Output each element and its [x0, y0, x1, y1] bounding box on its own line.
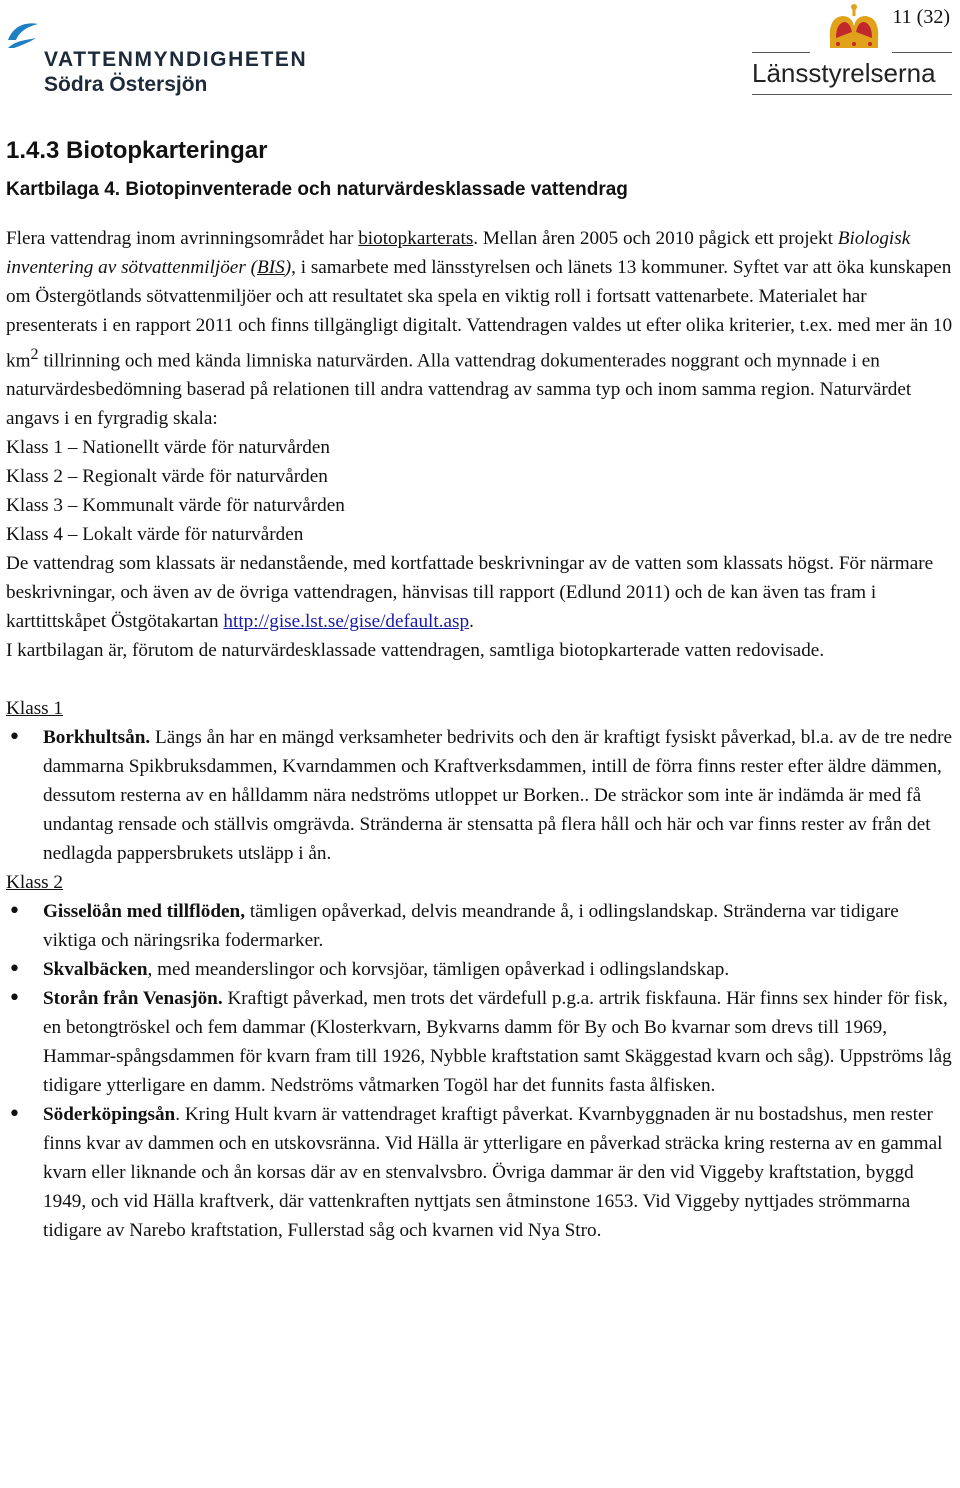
page-header [0, 0, 960, 110]
logo-rule-left [752, 52, 810, 53]
bis-abbreviation: BIS [256, 257, 285, 278]
scale-item: Klass 2 – Regionalt värde för naturvården [6, 466, 328, 488]
list-item [6, 955, 956, 984]
district-name: Södra Östersjön [44, 73, 208, 96]
river-name: Storån från Venasjön. [43, 988, 223, 1010]
list-item [6, 723, 956, 868]
klass2-heading: Klass 2 [6, 872, 64, 894]
list-item [6, 897, 956, 955]
intro-paragraph [6, 224, 956, 665]
river-name: Söderköpingsån [43, 1104, 176, 1126]
kartbilaga-paragraph: I kartbilagan är, förutom de naturvärdesklassade vattendragen, samtliga biotopkarterade vatten redovisade. [6, 640, 825, 662]
wave-logo-icon [6, 18, 40, 52]
vattenmyndigheten-name: VATTENMYNDIGHETEN [44, 48, 308, 71]
section-title: 1.4.3 Biotopkarteringar [6, 137, 268, 164]
scale-item: Klass 4 – Lokalt värde för naturvården [6, 524, 304, 546]
biotopkarterats-link[interactable]: biotopkarterats [358, 228, 474, 249]
list-item [6, 1100, 956, 1245]
intro-text-a: Flera vattendrag inom avrinningsområdet har [6, 228, 359, 249]
river-description: . Kring Hult kvarn är vattendraget kraftigt påverkat. Kvarnbyggnaden är nu bostadshus, men rester finns kvar av dammen och en utskovsränna. Vid Hälla är ytterligare en påverkad sträcka kring resterna av en gammal kvarn eller liknande och ån korsas där av en stenvalvsbro. Övriga dammar är den vid Viggeby kraftstation, byggd 1949, och vid Hälla kraftverk, där vattenkraften nyttjats sen åtminstone 1653. Vid Viggeby nyttjades strömmarna tidigare av Narebo kraftstation, Fullerstad såg och kvarnen vid Nya Stro. [43, 1104, 943, 1242]
page-number: 11 (32) [892, 6, 950, 28]
classified-text: De vattendrag som klassats är nedanstående, med kortfattade beskrivningar av de vatten som klassats högst. För närmare beskrivningar, och även av de övriga vattendragen, hänvisas till rapport (Edlund 2011) och de kan även tas fram i karttittskåpet Östgötakartan [6, 553, 934, 633]
classified-text-end: . [469, 611, 474, 633]
bis-project-name: Biologisk inventering av sötvattenmiljöer ( [6, 228, 911, 278]
intro-text-b: . Mellan åren 2005 och 2010 pågick ett projekt [473, 228, 838, 249]
river-description: Längs ån har en mängd verksamheter bedrivits och den är kraftigt fysiskt påverkad, bl.a. av de tre nedre dammarna Spikbruksdammen, Kvarndammen och Kraftverksdammen, intill de förra finns rester efter äldre dämmen, dessutom resterna av en hålldamm nära nedströms utloppet ur Borken.. De sträckor som inte är indämda är med få undantag rensade och ställvis omgrävda. Stränderna är stensatta på flera håll och här och var finns rester av från det nedlagda pappersbrukets utsläpp i ån. [43, 727, 953, 865]
logo-rule-bottom [752, 94, 952, 95]
document-body [6, 134, 956, 1245]
km-superscript: 2 [30, 346, 39, 363]
section-subtitle: Kartbilaga 4. Biotopinventerade och naturvärdesklassade vattendrag [6, 179, 628, 200]
river-description: , med meanderslingor och korvsjöar, tämligen opåverkad i odlingslandskap. [147, 959, 730, 981]
bis-paren-close: ) [284, 257, 292, 278]
logo-rule-right [892, 52, 952, 53]
scale-item: Klass 3 – Kommunalt värde för naturvården [6, 495, 345, 517]
intro-text-d: tillrinning och med kända limniska naturvärden. Alla vattendrag dokumenterades noggrant och mynnade i en naturvärdesbedömning baserad på relationen till andra vattendrag av samma typ och inom samma region. Naturvärdet angavs i en fyrgradig skala: [6, 350, 912, 430]
klass1-heading: Klass 1 [6, 698, 64, 720]
classified-paragraph [6, 549, 956, 636]
lansstyrelserna-logo [748, 2, 958, 102]
lansstyrelserna-name: Länsstyrelserna [752, 58, 936, 88]
gise-link[interactable]: http://gise.lst.se/gise/default.asp [223, 611, 470, 633]
crown-icon [822, 2, 886, 54]
river-description: Kraftigt påverkad, men trots det värdefull p.g.a. artrik fiskfauna. Här finns sex hinder för fisk, en betongtröskel och fem dammar (Klosterkvarn, Bykvarns damm för By och Bo kvarnar som drevs till 1969, Hammar-spångsdammen för kvarn fram till 1926, Nybble kraftstation samt Skäggestad kvarn och såg). Uppströms låg tidigare ytterligare en damm. Nedströms våtmarken Togöl har det funnits fasta ålfisken. [43, 988, 952, 1097]
intro-text-c: , i samarbete med länsstyrelsen och länets 13 kommuner. Syftet var att öka kunskapen om Östergötlands sötvattenmiljöer och att resultatet ska spela en viktig roll i fortsatt vattenarbete. Materialet har presenterats i en rapport 2011 och finns tillgängligt digitalt. Vattendragen valdes ut efter olika kriterier, t.ex. med mer än 10 km [6, 257, 953, 372]
river-name: Gisselöån med tillflöden, [43, 901, 246, 923]
river-description: tämligen opåverkad, delvis meandrande å, i odlingslandskap. Stränderna var tidigare viktiga och näringsrika fodermarker. [43, 901, 899, 952]
river-name: Skvalbäcken [43, 959, 148, 981]
scale-item: Klass 1 – Nationellt värde för naturvården [6, 437, 330, 459]
list-item [6, 984, 956, 1100]
klass1-list [6, 723, 956, 868]
river-name: Borkhultsån. [43, 727, 151, 749]
vattenmyndigheten-logo [6, 18, 306, 98]
klass2-list [6, 897, 956, 1245]
